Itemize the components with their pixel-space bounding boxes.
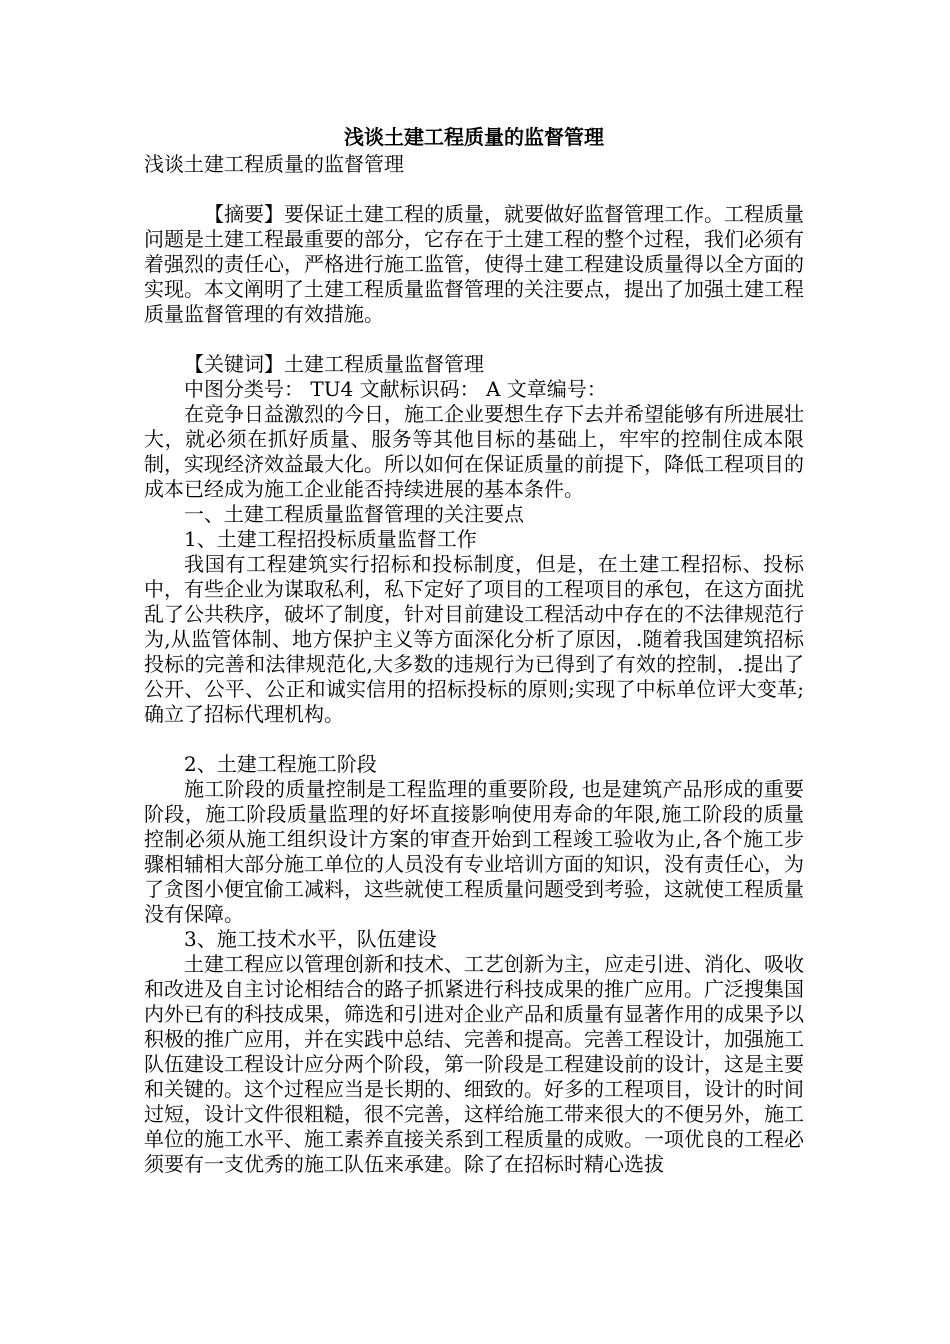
subsection-paragraph: 我国有工程建筑实行招标和投标制度，但是，在土建工程招标、投标中，有些企业为谋取私利，私下定好了项目的工程项目的承包，在这方面扰乱了公共秩序，破坏了制度，针对目前建设工程活动中存在的不法律规范行为,从监管体制、地方保护主义等方面深化分析了原因，.随着我国建筑招标投标的完善和法律规范化,大多数的违规行为已得到了有效的控制，.提出了公开、公平、公正和诚实信用的招标投标的原则;实现了中标单位评大变革;确立了招标代理机构。 xyxy=(144,552,804,726)
section-heading: 一、土建工程质量监督管理的关注要点 xyxy=(184,502,524,526)
subsection-heading: 3、施工技术水平，队伍建设 xyxy=(184,927,437,951)
abstract-paragraph: 【摘要】要保证土建工程的质量，就要做好监督管理工作。工程质量问题是土建工程最重要的部分，它存在于土建工程的整个过程，我们必须有着强烈的责任心，严格进行施工监管，使得土建工程建设质量得以全方面的实现。本文阐明了土建工程质量监督管理的关注要点，提出了加强土建工程质量监督管理的有效措施。 xyxy=(144,202,804,326)
subsection-heading: 1、土建工程招投标质量监督工作 xyxy=(184,527,477,551)
keywords-line: 【关键词】土建工程质量监督管理 xyxy=(184,352,484,376)
document-subtitle: 浅谈土建工程质量的监督管理 xyxy=(144,152,404,176)
document-body xyxy=(144,122,804,1177)
subsection-paragraph: 施工阶段的质量控制是工程监理的重要阶段, 也是建筑产品形成的重要阶段，施工阶段质量监理的好坏直接影响使用寿命的年限,施工阶段的质量控制必须从施工组织设计方案的审查开始到工程竣工验收为止,各个施工步骤相辅相大部分施工单位的人员没有专业培训方面的知识，没有责任心，为了贪图小便宜偷工减料，这些就使工程质量问题受到考验，这就使工程质量没有保障。 xyxy=(144,777,804,926)
intro-paragraph: 在竞争日益激烈的今日，施工企业要想生存下去并希望能够有所进展壮大，就必须在抓好质量、服务等其他目标的基础上，牢牢的控制住成本限制，实现经济效益最大化。所以如何在保证质量的前提下，降低工程项目的成本已经成为施工企业能否持续进展的基本条件。 xyxy=(144,402,804,501)
document-title: 浅谈土建工程质量的监督管理 xyxy=(344,125,604,149)
classification-line: 中图分类号： TU4 文献标识码： A 文章编号： xyxy=(184,377,607,401)
subsection-paragraph: 土建工程应以管理创新和技术、工艺创新为主，应走引进、消化、吸收和改进及自主讨论相结合的路子抓紧进行科技成果的推广应用。广泛搜集国内外已有的科技成果，筛选和引进对企业产品和质量有显著作用的成果予以积极的推广应用，并在实践中总结、完善和提高。完善工程设计，加强施工队伍建设工程设计应分两个阶段，第一阶段是工程建设前的设计，这是主要和关键的。这个过程应当是长期的、细致的。好多的工程项目，设计的时间过短，设计文件很粗糙，很不完善，这样给施工带来很大的不便另外，施工单位的施工水平、施工素养直接关系到工程质量的成败。一项优良的工程必须要有一支优秀的施工队伍来承建。除了在招标时精心选拔 xyxy=(144,952,804,1176)
subsection-heading: 2、土建工程施工阶段 xyxy=(184,752,377,776)
